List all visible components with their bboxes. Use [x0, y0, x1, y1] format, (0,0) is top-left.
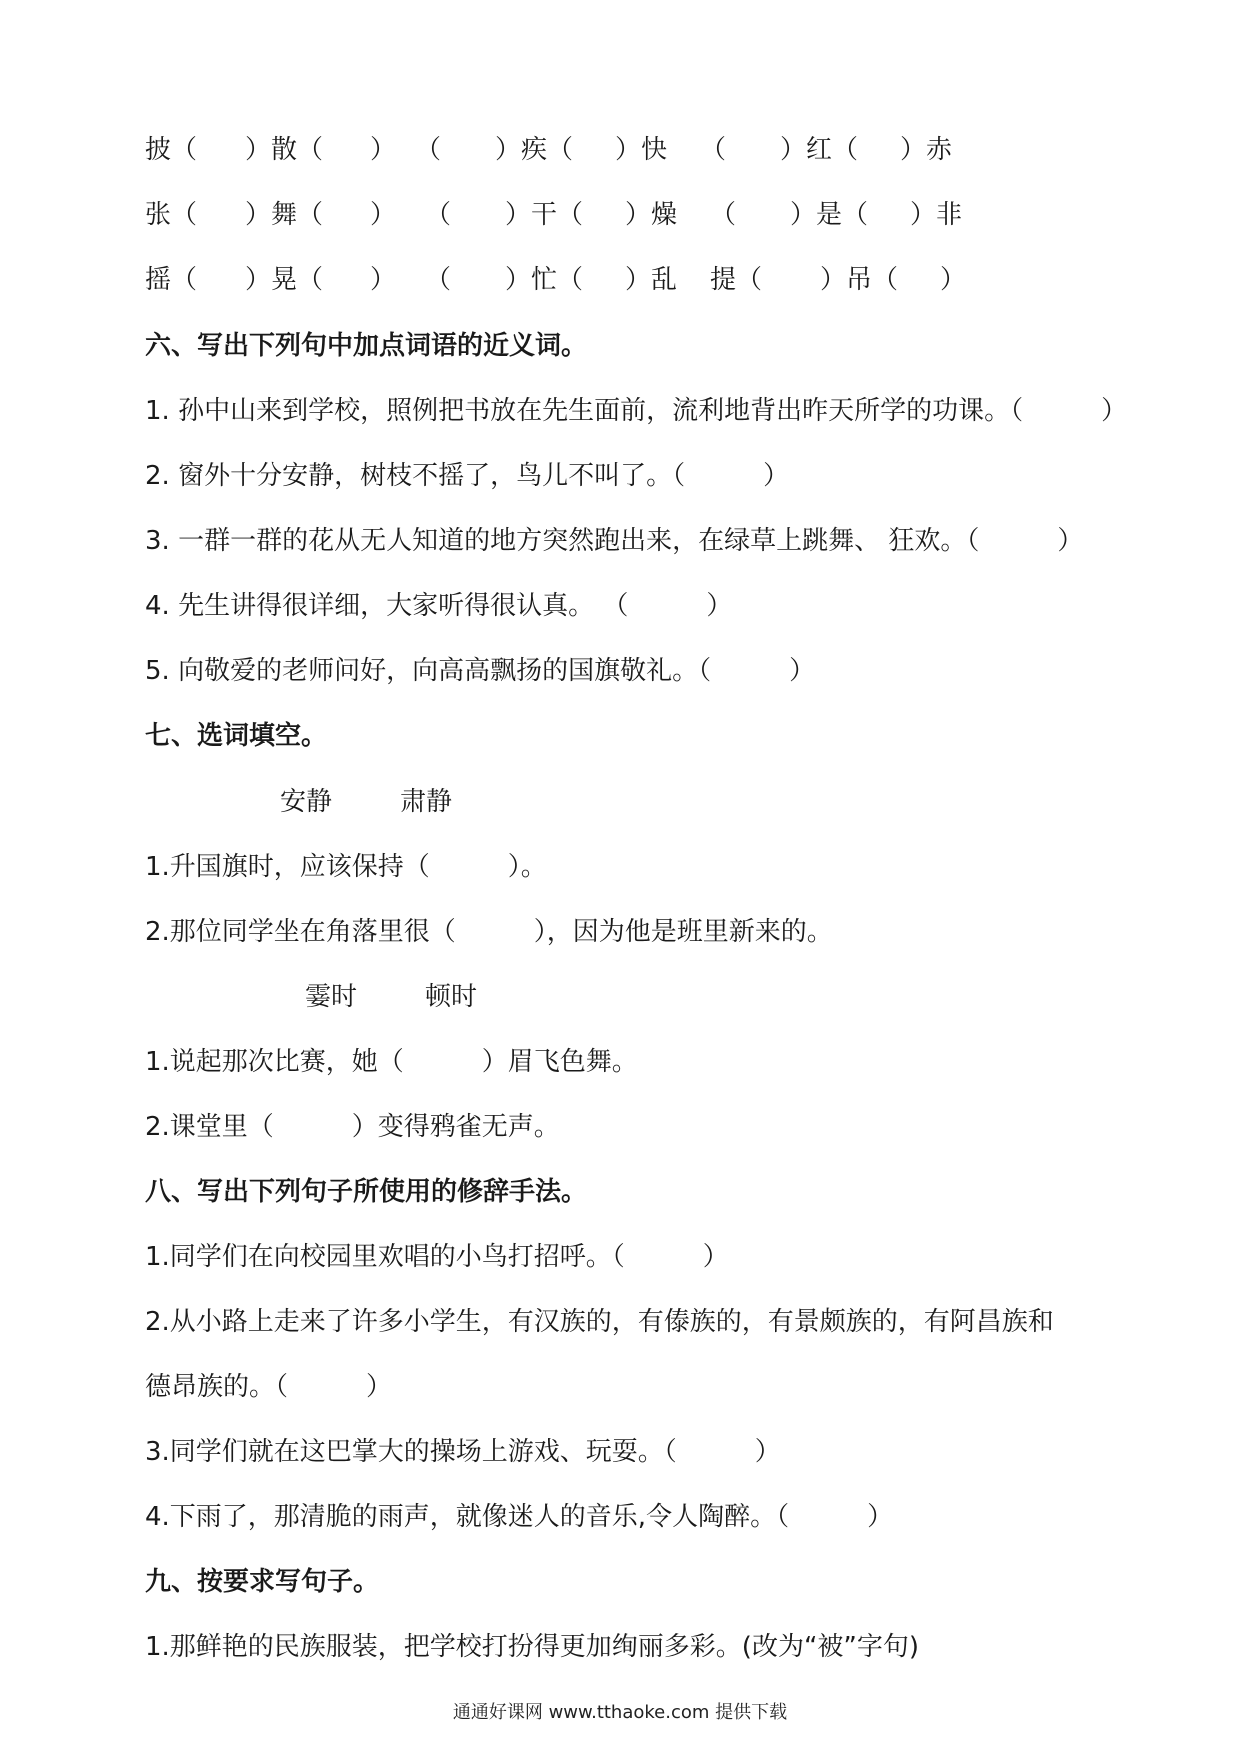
- section-8-item: 3.同学们就在这巴掌大的操场上游戏、玩耍。（ ）: [145, 1437, 781, 1467]
- section-9-heading: 九、按要求写句子。: [145, 1567, 380, 1597]
- idiom-cell: （: [425, 200, 452, 230]
- idiom-cell: ）非: [910, 200, 963, 230]
- section-7-item: 2.课堂里（ ）变得鸦雀无声。: [145, 1112, 560, 1142]
- section-8-item: 4.下雨了，那清脆的雨声，就像迷人的音乐,令人陶醉。（ ）: [145, 1502, 894, 1532]
- section-8-item: 1.同学们在向校园里欢唱的小鸟打招呼。（ ）: [145, 1242, 729, 1272]
- word-choice: 顿时: [425, 982, 478, 1012]
- idiom-cell: ）赤: [900, 135, 953, 165]
- section-8-item: 德昂族的。（ ）: [145, 1372, 393, 1402]
- idiom-cell: ）疾（: [495, 135, 574, 165]
- word-choice: 安静: [280, 787, 333, 817]
- page-footer: 通通好课网 www.tthaoke.com 提供下载: [452, 1702, 788, 1723]
- section-7-item: 2.那位同学坐在角落里很（ ），因为他是班里新来的。: [145, 917, 833, 947]
- idiom-cell: ）晃（: [245, 265, 324, 295]
- section-8-item: 2.从小路上走来了许多小学生，有汉族的，有傣族的，有景颇族的，有阿昌族和: [145, 1307, 1054, 1337]
- section-6-item: 5. 向敬爱的老师问好，向高高飘扬的国旗敬礼。（ ）: [145, 656, 816, 686]
- section-6-item: 3. 一群一群的花从无人知道的地方突然跑出来，在绿草上跳舞、 狂欢。（ ）: [145, 526, 1084, 556]
- idiom-cell: ）乱: [625, 265, 678, 295]
- idiom-cell: ）: [370, 200, 397, 230]
- section-7-item: 1.升国旗时，应该保持（ ）。: [145, 852, 547, 882]
- section-7-item: 1.说起那次比赛，她（ ）眉飞色舞。: [145, 1047, 638, 1077]
- idiom-cell: ）: [370, 265, 397, 295]
- idiom-cell: （: [710, 200, 737, 230]
- idiom-cell: ）干（: [505, 200, 584, 230]
- idiom-cell: ）红（: [780, 135, 859, 165]
- idiom-cell: ）忙（: [505, 265, 584, 295]
- section-6-item: 2. 窗外十分安静，树枝不摇了，鸟儿不叫了。（ ）: [145, 461, 790, 491]
- idiom-cell: ）是（: [790, 200, 869, 230]
- idiom-cell: （: [700, 135, 727, 165]
- section-6-item: 1. 孙中山来到学校，照例把书放在先生面前，流利地背出昨天所学的功课。（ ）: [145, 396, 1128, 426]
- section-8-heading: 八、写出下列句子所使用的修辞手法。: [145, 1177, 588, 1207]
- idiom-cell: （: [415, 135, 442, 165]
- word-choice: 霎时: [305, 982, 358, 1012]
- idiom-cell: ）舞（: [245, 200, 324, 230]
- section-7-heading: 七、选词填空。: [145, 721, 328, 751]
- section-6-heading: 六、写出下列句中加点词语的近义词。: [145, 331, 588, 361]
- section-6-item: 4. 先生讲得很详细，大家听得很认真。 （ ）: [145, 591, 733, 621]
- idiom-cell: ）快: [615, 135, 668, 165]
- idiom-cell: ）: [940, 265, 967, 295]
- idiom-cell: （: [425, 265, 452, 295]
- idiom-cell: ）散（: [245, 135, 324, 165]
- idiom-cell: 披（: [145, 135, 198, 165]
- idiom-cell: 提（: [710, 265, 763, 295]
- section-9-item: 1.那鲜艳的民族服装，把学校打扮得更加绚丽多彩。(改为“被”字句): [145, 1632, 920, 1662]
- idiom-cell: ）吊（: [820, 265, 899, 295]
- word-choice: 肃静: [400, 787, 453, 817]
- idiom-cell: 张（: [145, 200, 198, 230]
- idiom-cell: 摇（: [145, 265, 198, 295]
- idiom-cell: ）燥: [625, 200, 678, 230]
- idiom-cell: ）: [370, 135, 397, 165]
